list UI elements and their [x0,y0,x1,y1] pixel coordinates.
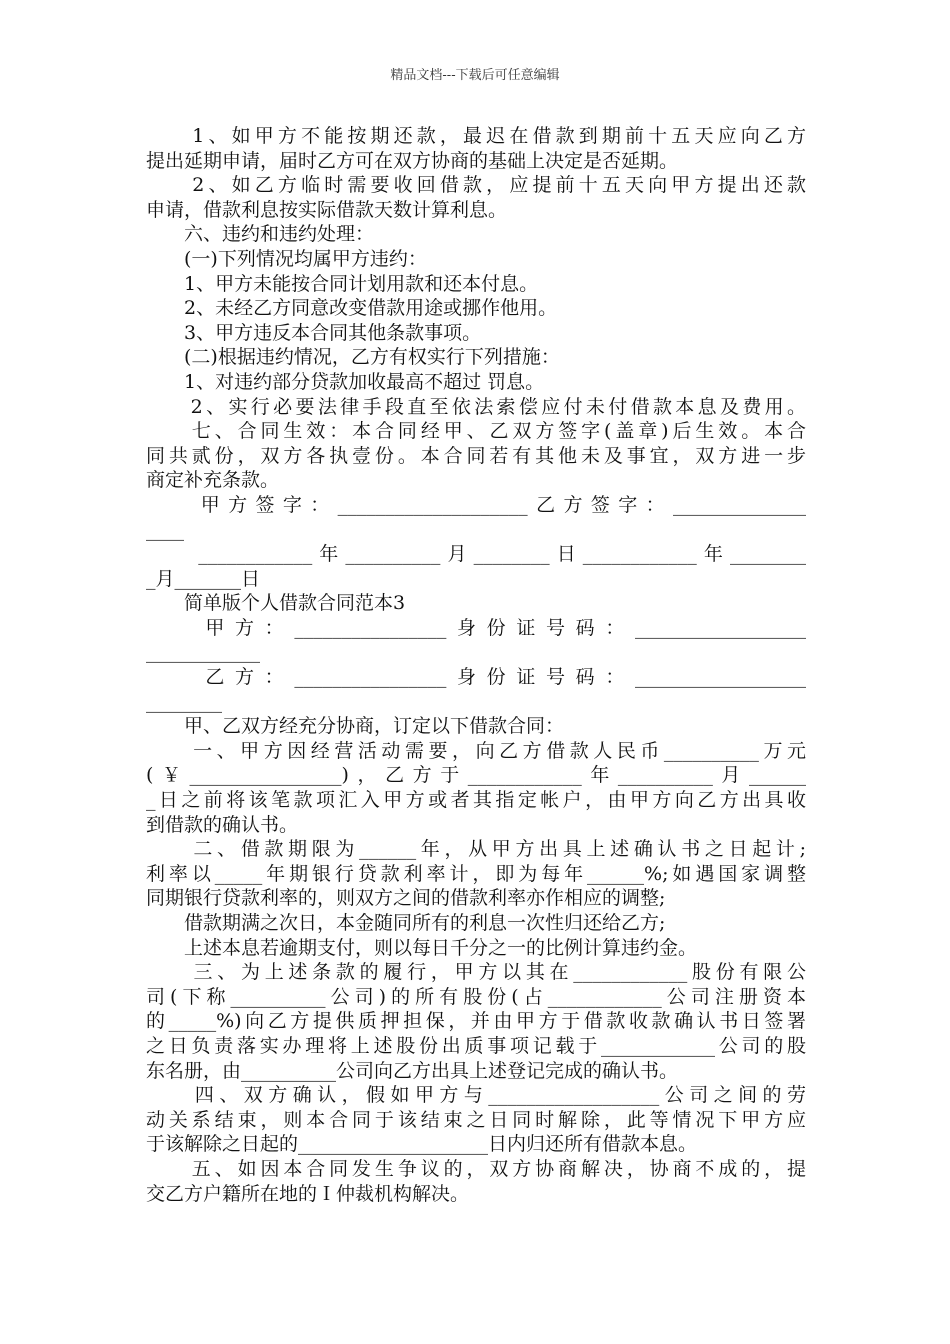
text-line: 1、甲方未能按合同计划用款和还本付息。 [146,272,539,295]
text-line: 的_____%)向乙方提供质押担保，并由甲方于借款收款确认书日签署 [146,1010,806,1033]
text-line: 七、合同生效：本合同经甲、乙双方签字(盖章)后生效。本合 [146,420,806,443]
text-line: _月_______日 [146,567,261,590]
text-line: 动关系结束，则本合同于该结束之日同时解除，此等情况下甲方应 [146,1108,806,1131]
text-line: ________ [146,690,222,713]
text-line: 2、如乙方临时需要收回借款，应提前十五天向甲方提出还款 [146,174,806,197]
text-line: 甲方：________________身份证号码：__________________ [146,616,806,639]
text-line: _日之前将该笔款项汇入甲方或者其指定帐户，由甲方向乙方出具收 [146,789,806,812]
text-line: 1、对违约部分贷款加收最高不超过 罚息。 [146,370,545,393]
text-line: (二)根据违约情况，乙方有权实行下列措施： [146,346,560,369]
text-line: (￥________________)，乙方于____________年__________月______ [146,764,806,787]
text-line: 司(下称__________公司)的所有股份(占____________公司注册资本 [146,985,806,1008]
text-line: 一、甲方因经营活动需要，向乙方借款人民币__________万元 [146,739,806,762]
text-line: 1、如甲方不能按期还款，最迟在借款到期前十五天应向乙方 [146,125,806,147]
text-line: 二、借款期限为______年，从甲方出具上述确认书之日起计; [146,838,806,861]
text-line: 申请，借款利息按实际借款天数计算利息。 [146,198,508,221]
text-line: 同期银行贷款利率的，则双方之间的借款利率亦作相应的调整; [146,887,666,910]
contract-body [146,124,806,1206]
text-line: 乙方：________________身份证号码：__________________ [146,666,806,689]
text-line: 之日负责落实办理将上述股份出质事项记载于____________公司的股 [146,1034,806,1057]
text-line: 到借款的确认书。 [146,813,299,836]
text-line: 提出延期申请，届时乙方可在双方协商的基础上决定是否延期。 [146,149,679,172]
text-line: 三、为上述条款的履行，甲方以其在____________股份有限公 [146,961,806,984]
text-line: ____________年__________月________日____________年________ [146,543,806,566]
text-line: 甲、乙双方经充分协商，订定以下借款合同： [146,715,565,738]
text-line: 商定补充条款。 [146,469,280,492]
text-line: 四、双方确认，假如甲方与__________________公司之间的劳 [146,1084,806,1107]
text-line: 五、如因本合同发生争议的，双方协商解决，协商不成的，提 [146,1157,806,1180]
text-line: 简单版个人借款合同范本3 [146,592,406,615]
text-line: 3、甲方违反本合同其他条款事项。 [146,321,482,344]
text-line: 于该解除之日起的____________________日内归还所有借款本息。 [146,1133,698,1156]
text-line: 2、实行必要法律手段直至依法索偿应付未付借款本息及费用。 [146,395,806,418]
text-line: 六、违约和违约处理： [146,223,375,246]
text-line: 同共贰份，双方各执壹份。本合同若有其他未及事宜，双方进一步 [146,444,806,467]
text-line: 借款期满之次日，本金随同所有的利息一次性归还给乙方; [146,912,666,934]
text-line: (一)下列情况均属甲方违约： [146,247,427,270]
page-header: 精品文档---下载后可任意编辑 [390,68,560,83]
text-line: ____________ [146,641,260,664]
text-line: ____ [146,518,184,541]
text-line: 甲方签字：____________________乙方签字：______________ [146,493,806,516]
text-line: 上述本息若逾期支付，则以每日千分之一的比例计算违约金。 [146,936,698,959]
text-line: 东名册，由__________公司向乙方出具上述登记完成的确认书。 [146,1059,679,1082]
text-line: 交乙方户籍所在地的Ｉ仲裁机构解决。 [146,1182,470,1205]
text-line: 利率以_____年期银行贷款利率计，即为每年______%;如遇国家调整 [146,862,806,885]
text-line: 2、未经乙方同意改变借款用途或挪作他用。 [146,297,558,320]
